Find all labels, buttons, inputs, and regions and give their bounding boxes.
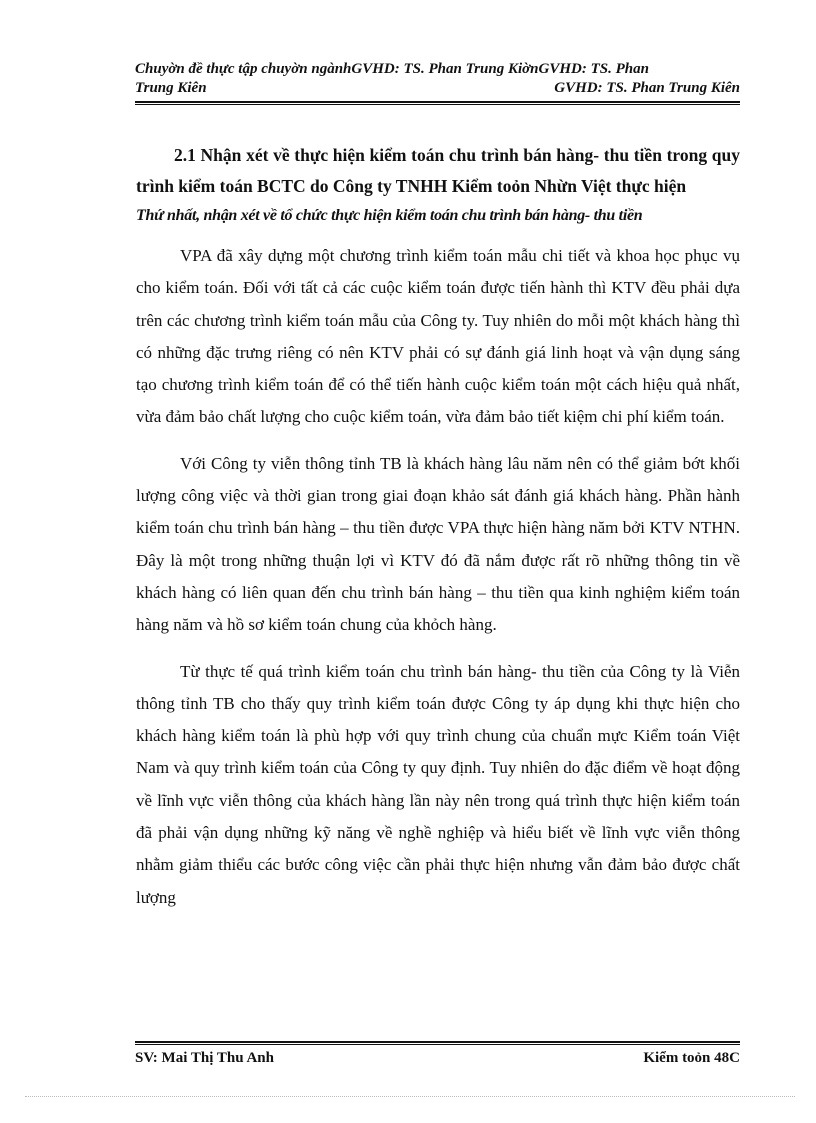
footer-rule — [135, 1041, 740, 1043]
footer-class: Kiểm toỏn 48C — [643, 1050, 740, 1066]
footer-rule-thin — [135, 1044, 740, 1045]
header-line-2-right: GVHD: TS. Phan Trung Kiên — [554, 80, 740, 96]
paragraph-3: Từ thực tế quá trình kiểm toán chu trình bán hàng- thu tiền của Công ty là Viễn thông tỉnh TB cho thấy quy trình kiểm toán được Công ty áp dụng khi thực hiện cho khách hàng kiểm toán là phù hợp với quy trình chung của chuẩn mực Kiểm toán Việt Nam và quy trình kiểm toán của Công ty quy định. Tuy nhiên do đặc điểm về hoạt động về lĩnh vực viễn thông của khách hàng lần này nên trong quá trình thực hiện kiểm toán đã phải vận dụng những kỹ năng về nghề nghiệp và hiểu biết về lĩnh vực viễn thông nhằm giảm thiểu các bước công việc cần phải thực hiện nhưng vẫn đảm bảo được chất lượng — [136, 661, 740, 907]
header-rule — [135, 101, 740, 103]
header-rule-thin — [135, 104, 740, 105]
page-footer — [135, 1050, 740, 1067]
paragraph-1: VPA đã xây dựng một chương trình kiểm toán mẫu chi tiết và khoa học phục vụ cho kiểm toán. Đối với tất cả các cuộc kiểm toán được tiến hành thì KTV đều phải dựa trên các chương trình kiểm toán mẫu của Công ty. Tuy nhiên do mỗi một khách hàng thì có những đặc trưng riêng có nên KTV phải có sự đánh giá linh hoạt và vận dụng sáng tạo chương trình kiểm toán để có thể tiến hành cuộc kiểm toán một cách hiệu quả nhất, vừa đảm bảo chất lượng cho cuộc kiểm toán, vừa đảm bảo tiết kiệm chi phí kiểm toán. — [136, 246, 740, 427]
header-line-2-left: Trung Kiên — [135, 80, 207, 96]
header-line-1: Chuyờn đề thực tập chuyờn ngànhGVHD: TS. Phan Trung KiờnGVHD: TS. Phan — [135, 61, 649, 77]
page-edge-divider — [25, 1096, 795, 1097]
footer-student: SV: Mai Thị Thu Anh — [135, 1050, 274, 1066]
page-header — [135, 60, 740, 98]
section-subheading: Thứ nhất, nhận xét về tổ chức thực hiện kiểm toán chu trình bán hàng- thu tiền — [136, 207, 643, 224]
document-body — [136, 140, 740, 914]
section-heading: 2.1 Nhận xét về thực hiện kiểm toán chu trình bán hàng- thu tiền trong quy trình kiểm toán BCTC do Công ty TNHH Kiểm toỏn Nhừn Việt thực hiện — [136, 145, 740, 196]
paragraph-2: Với Công ty viễn thông tỉnh TB là khách hàng lâu năm nên có thể giảm bớt khối lượng công việc và thời gian trong giai đoạn khảo sát đánh giá khách hàng. Phần hành kiểm toán chu trình bán hàng – thu tiền được VPA thực hiện hàng năm bởi KTV NTHN. Đây là một trong những thuận lợi vì KTV đó đã nắm được rất rõ những thông tin về khách hàng có liên quan đến chu trình bán hàng – thu tiền qua kinh nghiệm kiểm toán hàng năm và hồ sơ kiểm toán chung của khỏch hàng. — [136, 453, 740, 635]
header-line-2 — [135, 79, 740, 98]
